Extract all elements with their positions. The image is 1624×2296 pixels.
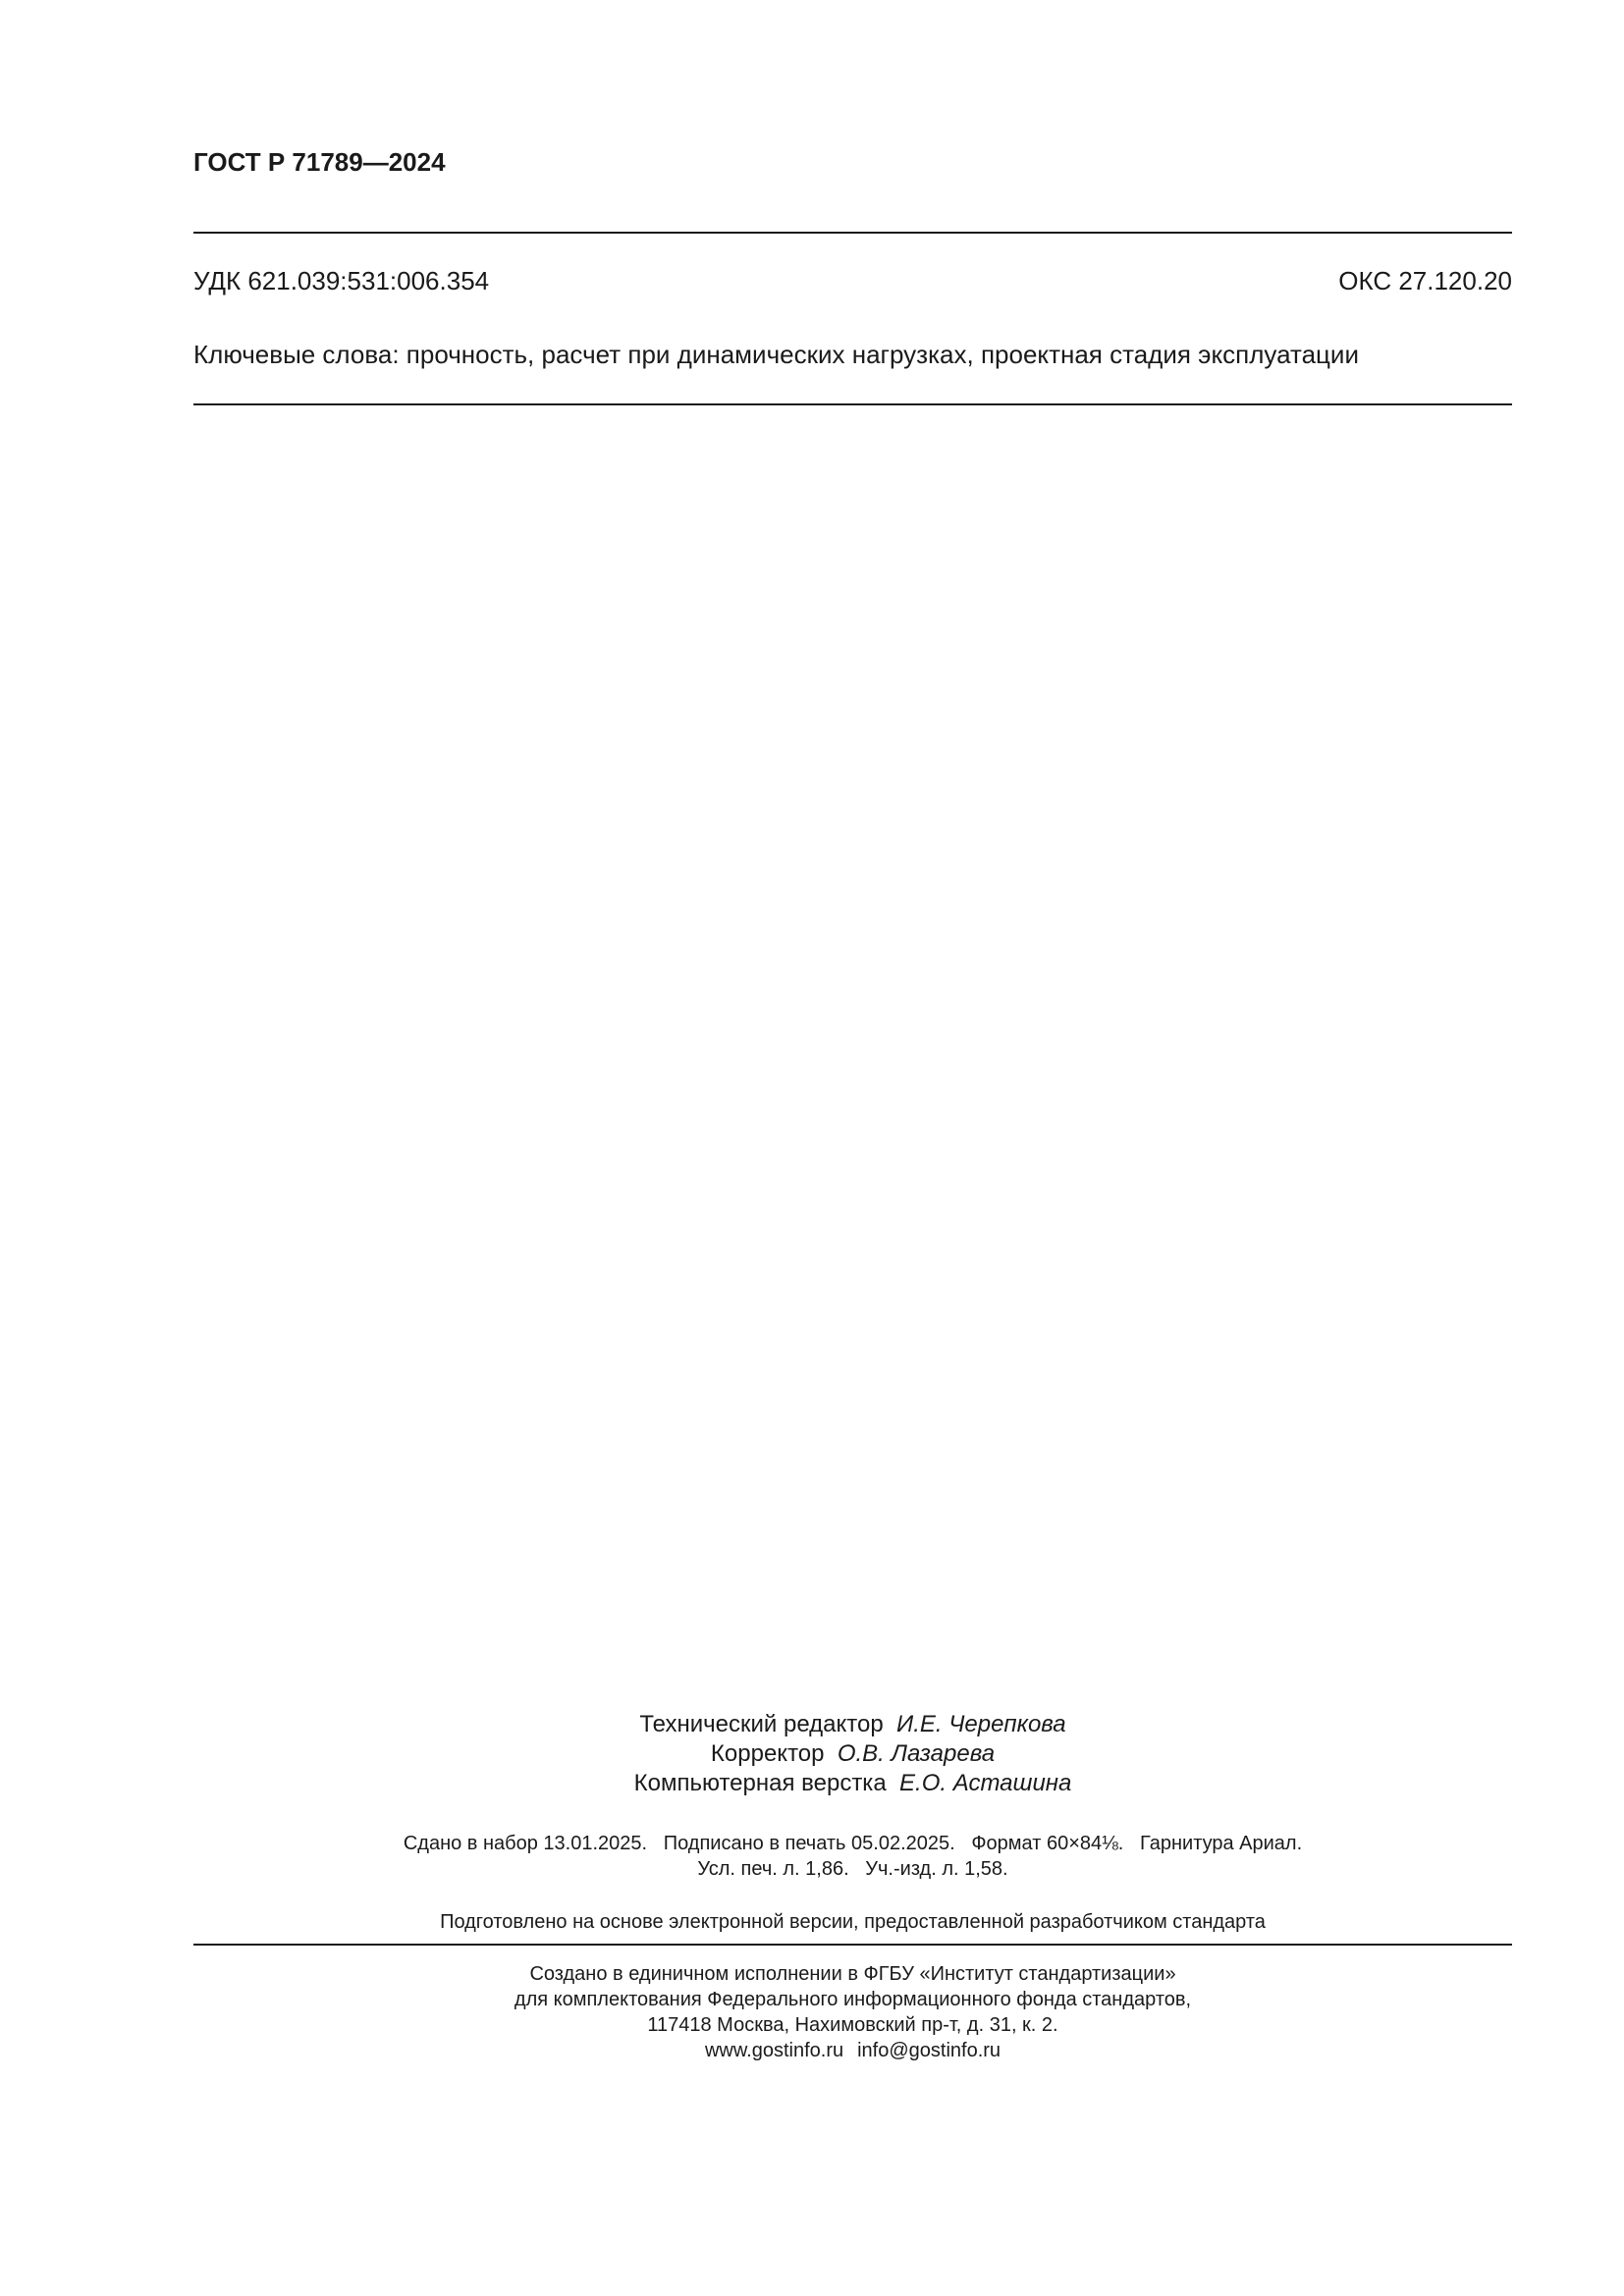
publisher-contacts <box>193 2038 1512 2063</box>
proofreader-name: О.В. Лазарева <box>837 1740 996 1767</box>
publisher-line-1: Создано в единичном исполнении в ФГБУ «Институт стандартизации» <box>529 1963 1176 1985</box>
proofreader-label: Корректор <box>710 1740 825 1767</box>
layout-name: Е.О. Асташина <box>899 1770 1072 1796</box>
publisher-line-2: для комплектования Федерального информационного фонда стандартов, <box>514 1989 1192 2010</box>
proofreader-line <box>193 1739 1512 1769</box>
layout-label: Компьютерная верстка <box>633 1770 887 1796</box>
credits-block <box>193 1710 1512 1798</box>
publisher-divider <box>193 1944 1512 1946</box>
prepared-note: Подготовлено на основе электронной версии, предоставленной разработчиком стандарта <box>440 1911 1266 1933</box>
layout-line <box>193 1769 1512 1798</box>
tech-editor-label: Технический редактор <box>639 1711 884 1737</box>
udc-code: УДК 621.039:531:006.354 <box>193 266 490 295</box>
oks-code: ОКС 27.120.20 <box>1338 266 1512 295</box>
tech-editor-name: И.Е. Черепкова <box>896 1711 1066 1737</box>
publisher-line-3: 117418 Москва, Нахимовский пр-т, д. 31, к. 2. <box>647 2014 1058 2036</box>
tech-editor-line <box>193 1710 1512 1739</box>
print-info <box>193 1831 1512 1882</box>
standard-id: ГОСТ Р 71789—2024 <box>193 147 446 177</box>
email-link[interactable]: info@gostinfo.ru <box>857 2040 1001 2061</box>
website-link[interactable]: www.gostinfo.ru <box>704 2040 844 2061</box>
keywords: Ключевые слова: прочность, расчет при динамических нагрузках, проектная стадия эксплуатации <box>193 340 1359 369</box>
print-info-line-1: Сдано в набор 13.01.2025. Подписано в печать 05.02.2025. Формат 60×84⅛. Гарнитура Ариал. <box>403 1833 1303 1854</box>
top-divider <box>193 232 1512 234</box>
publisher-block <box>193 1961 1512 2063</box>
print-info-line-2: Усл. печ. л. 1,86. Уч.-изд. л. 1,58. <box>697 1858 1008 1880</box>
keywords-divider <box>193 403 1512 405</box>
